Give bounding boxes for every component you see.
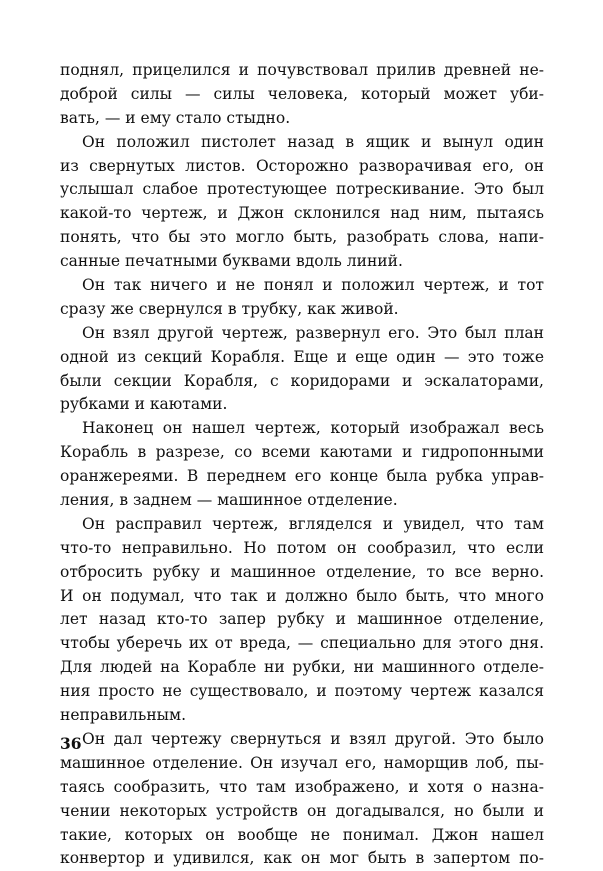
- paragraph: [60, 322, 544, 418]
- text-line: лет назад кто-то запер рубку и машинное отделение,: [60, 610, 544, 629]
- body-text: [60, 59, 544, 871]
- paragraph: [60, 274, 544, 322]
- text-line: таясь сообразить, что там изображено, и хотя о назна-: [60, 777, 544, 796]
- text-line: были секции Корабля, с коридорами и эскалаторами,: [60, 371, 544, 390]
- paragraph: [60, 513, 544, 728]
- text-line: Корабль в разрезе, со всеми каютами и гидропонными: [60, 443, 544, 462]
- text-line: такие, которых он вообще не понимал. Джон нашел: [60, 825, 544, 844]
- paragraph: [60, 131, 544, 274]
- text-line: рубками и каютами.: [60, 395, 228, 414]
- text-line: Он расправил чертеж, вгляделся и увидел, что там: [82, 514, 544, 533]
- text-line: чении некоторых устройств он догадывался, но были и: [60, 801, 544, 820]
- text-line: И он подумал, что так и должно было быть, что много: [60, 586, 544, 605]
- text-line: конвертор и удивился, как он мог быть в запертом по-: [60, 849, 544, 868]
- text-line: вать, — и ему стало стыдно.: [60, 108, 291, 127]
- text-line: неправильным.: [60, 706, 186, 725]
- paragraph: [60, 728, 544, 871]
- page-number: 36: [60, 734, 82, 753]
- text-line: сразу же свернулся в трубку, как живой.: [60, 299, 399, 318]
- text-line: Он дал чертежу свернуться и взял другой. Это было: [82, 729, 544, 748]
- text-line: Для людей на Корабле ни рубки, ни машинного отделе-: [60, 658, 544, 677]
- text-line: какой-то чертеж, и Джон склонился над ним, пытаясь: [60, 204, 544, 223]
- paragraph: [60, 417, 544, 513]
- text-line: ния просто не существовало, и поэтому чертеж казался: [60, 682, 544, 701]
- text-line: Он положил пистолет назад в ящик и вынул один: [82, 132, 544, 151]
- text-line: что-то неправильно. Но потом он сообразил, что если: [60, 538, 544, 557]
- text-line: санные печатными буквами вдоль линий.: [60, 252, 403, 271]
- text-line: из свернутых листов. Осторожно разворачивая его, он: [60, 156, 544, 175]
- text-line: Он взял другой чертеж, развернул его. Это был план: [82, 323, 544, 342]
- text-line: оранжереями. В переднем его конце была рубка управ-: [60, 467, 544, 486]
- text-line: одной из секций Корабля. Еще и еще один — это тоже: [60, 347, 544, 366]
- text-line: доброй силы — силы человека, который может уби-: [60, 84, 544, 103]
- text-line: Наконец он нашел чертеж, который изображал весь: [82, 419, 544, 438]
- text-line: Он так ничего и не понял и положил чертеж, и тот: [82, 276, 544, 295]
- text-line: поднял, прицелился и почувствовал прилив древней не-: [60, 61, 544, 79]
- text-line: понять, что бы это могло быть, разобрать слова, напи-: [60, 228, 544, 247]
- text-line: отбросить рубку и машинное отделение, то все верно.: [60, 562, 544, 581]
- text-line: ления, в заднем — машинное отделение.: [60, 491, 398, 510]
- paragraph: [60, 59, 544, 131]
- text-line: услышал слабое протестующее потрескивание. Это был: [60, 180, 544, 199]
- text-line: чтобы уберечь их от вреда, — специально для этого дня.: [60, 634, 544, 653]
- text-line: машинное отделение. Он изучал его, наморщив лоб, пы-: [60, 753, 544, 772]
